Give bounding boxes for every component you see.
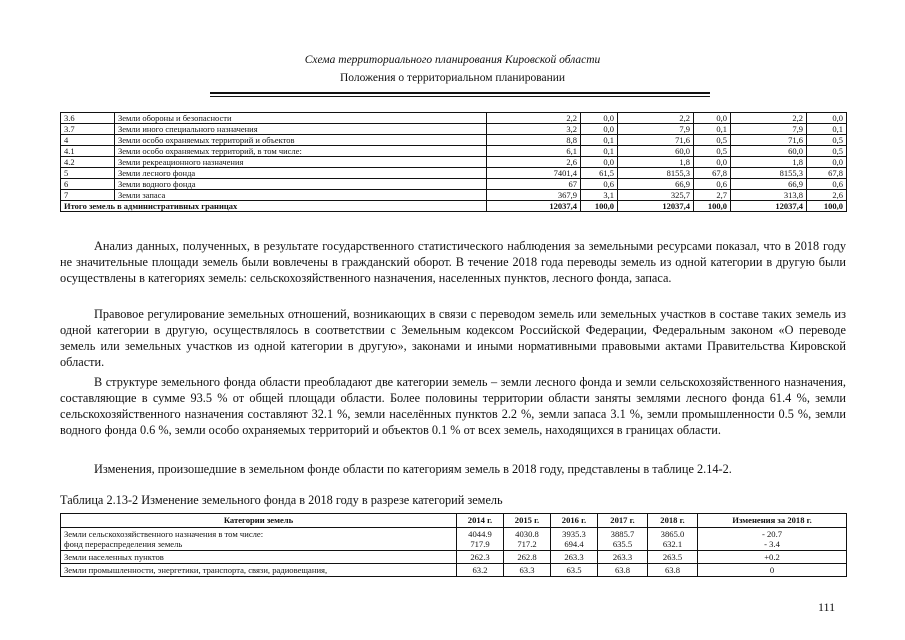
- value: 4044.9: [468, 529, 492, 539]
- paragraph-analysis: Анализ данных, полученных, в результате государственного статистического наблюдения за земельными ресурсами показал, что в 2018 году не значительные площади земель были вовлечены в гражданский оборот. В течение 2018 года переводы земель из одной категории в другую были осуществлены в категориях земель: сельскохозяйственного назначения, населенных пунктов, лесного фонда, запаса.: [60, 239, 846, 285]
- table-header-row: [61, 514, 847, 528]
- cell-share-1: 61,5: [581, 168, 618, 179]
- cell-share-3: 0,0: [807, 157, 847, 168]
- paragraph-legal: Правовое регулирование земельных отношений, возникающих в связи с переводом земель или земельных участков в составе таких земель из одной категории в другую, осуществлялось в соответствии с Земельным кодексом Российской Федерации, Федеральным законом «О переводе земель или земельных участков из одной категории в другую», законами и иными нормативными правовыми актами Правительства Кировской области.: [60, 307, 846, 369]
- cell-area-3: 7,9: [731, 124, 807, 135]
- cell-area-3: 66,9: [731, 179, 807, 190]
- land-fund-change-table: [60, 513, 847, 577]
- table-total-row: [61, 201, 847, 212]
- table-row: [61, 157, 847, 168]
- cell-category: Земли водного фонда: [115, 179, 487, 190]
- table-row: [61, 528, 847, 551]
- header-category: Категории земель: [61, 514, 457, 528]
- paragraph-changes: Изменения, произошедшие в земельном фонде области по категориям земель в 2018 году, представлены в таблице 2.14-2.: [94, 462, 732, 476]
- cell-area-3: 313,8: [731, 190, 807, 201]
- cell-share-1: 3,1: [581, 190, 618, 201]
- document-header-subtitle: Положения о территориальном планировании: [339, 72, 566, 84]
- value: 717.2: [517, 539, 537, 549]
- total-label: Итого земель в административных границах: [61, 201, 487, 212]
- header-change: Изменения за 2018 г.: [698, 514, 847, 528]
- cell-area-1: 3,2: [487, 124, 581, 135]
- table-row: [61, 179, 847, 190]
- cell-2015: 63.3: [504, 564, 551, 577]
- cell-share-2: 0,5: [694, 146, 731, 157]
- cell-category: Земли лесного фонда: [115, 168, 487, 179]
- cell-category: Земли запаса: [115, 190, 487, 201]
- cell-share-3: 0,5: [807, 135, 847, 146]
- table-row: [61, 564, 847, 577]
- cell-share-1: 0,6: [581, 179, 618, 190]
- cell-area-1: 2,2: [487, 113, 581, 124]
- category-redistribution-fund: фонд перераспределения земель: [64, 539, 183, 549]
- page-number: 111: [818, 600, 836, 614]
- cell-area-1: 6,1: [487, 146, 581, 157]
- table-row: [61, 551, 847, 564]
- header-2018: 2018 г.: [648, 514, 698, 528]
- cell-area-1: 367,9: [487, 190, 581, 201]
- cell-share-2: 67,8: [694, 168, 731, 179]
- land-fund-table: [60, 112, 847, 212]
- header-rule-thin: [210, 96, 710, 97]
- cell-share-2: 0,1: [694, 124, 731, 135]
- cell-2017: 63.8: [598, 564, 648, 577]
- cell-code: 4.2: [61, 157, 115, 168]
- cell-share-1: 100,0: [581, 201, 618, 212]
- table-row: [61, 135, 847, 146]
- cell-area-2: 8155,3: [618, 168, 694, 179]
- cell-2018: 63.8: [648, 564, 698, 577]
- cell-share-2: 0,0: [694, 113, 731, 124]
- value: 635.5: [612, 539, 633, 549]
- paragraph-structure: В структуре земельного фонда области преобладают две категории земель – земли лесного фонда и земли сельскохозяйственного назначения, составляющие в сумме 93.5 % от общей площади области. Более половины территории области заняты землями лесного фонда 61.4 %, земли сельскохозяйственного назначения составляют 32.1 %, земли населённых пунктов 2.2 %, земли запаса 3.1 %, земли промышленности 0.5 %, земли водного фонда 0.6 %, земли особо охраняемых территорий и объектов 0.1 % от всех земель, находящихся в границах области.: [60, 375, 846, 437]
- value: 632.1: [662, 539, 683, 549]
- value: - 3.4: [764, 539, 780, 549]
- row-category: Земли населенных пунктов: [61, 551, 457, 564]
- cell-change: [698, 528, 847, 551]
- cell-2018: 263.5: [648, 551, 698, 564]
- cell-share-3: 0,5: [807, 146, 847, 157]
- cell-share-3: 100,0: [807, 201, 847, 212]
- header-rule-thick: [210, 92, 710, 94]
- cell-2017: [598, 528, 648, 551]
- cell-2014: [457, 528, 504, 551]
- cell-share-1: 0,0: [581, 157, 618, 168]
- value: 4030.8: [515, 529, 539, 539]
- cell-category: Земли особо охраняемых территорий, в том числе:: [115, 146, 487, 157]
- cell-share-3: 67,8: [807, 168, 847, 179]
- header-2015: 2015 г.: [504, 514, 551, 528]
- cell-2017: 263.3: [598, 551, 648, 564]
- cell-share-2: 0,0: [694, 157, 731, 168]
- value: 3885.7: [610, 529, 635, 539]
- cell-area-3: 12037,4: [731, 201, 807, 212]
- cell-2016: 63.5: [551, 564, 598, 577]
- header-2014: 2014 г.: [457, 514, 504, 528]
- cell-2018: [648, 528, 698, 551]
- cell-category: Земли рекреационного назначения: [115, 157, 487, 168]
- cell-code: 5: [61, 168, 115, 179]
- cell-share-1: 0,1: [581, 146, 618, 157]
- cell-area-2: 7,9: [618, 124, 694, 135]
- cell-2014: 63.2: [457, 564, 504, 577]
- cell-area-2: 2,2: [618, 113, 694, 124]
- cell-area-3: 71,6: [731, 135, 807, 146]
- cell-share-1: 0,1: [581, 135, 618, 146]
- cell-category: Земли иного специального назначения: [115, 124, 487, 135]
- cell-area-2: 1,8: [618, 157, 694, 168]
- value: 3935.3: [562, 529, 586, 539]
- cell-area-3: 2,2: [731, 113, 807, 124]
- cell-2014: 262.3: [457, 551, 504, 564]
- cell-category: Земли особо охраняемых территорий и объектов: [115, 135, 487, 146]
- cell-area-1: 7401,4: [487, 168, 581, 179]
- cell-area-3: 8155,3: [731, 168, 807, 179]
- category-agricultural: Земли сельскохозяйственного назначения в том числе:: [64, 529, 264, 539]
- value: 3865.0: [660, 529, 685, 539]
- cell-area-3: 1,8: [731, 157, 807, 168]
- table-row: [61, 190, 847, 201]
- cell-code: 4.1: [61, 146, 115, 157]
- cell-2016: 263.3: [551, 551, 598, 564]
- cell-share-3: 0,6: [807, 179, 847, 190]
- row-category: [61, 528, 457, 551]
- cell-code: 4: [61, 135, 115, 146]
- cell-share-1: 0,0: [581, 113, 618, 124]
- cell-2016: [551, 528, 598, 551]
- cell-area-2: 325,7: [618, 190, 694, 201]
- cell-area-2: 71,6: [618, 135, 694, 146]
- table-row: [61, 124, 847, 135]
- document-header-title: Схема территориального планирования Кировской области: [304, 54, 601, 66]
- cell-change: 0: [698, 564, 847, 577]
- row-category: Земли промышленности, энергетики, транспорта, связи, радиовещания,: [61, 564, 457, 577]
- cell-category: Земли обороны и безопасности: [115, 113, 487, 124]
- table-row: [61, 168, 847, 179]
- cell-share-2: 0,5: [694, 135, 731, 146]
- header-2016: 2016 г.: [551, 514, 598, 528]
- cell-share-2: 100,0: [694, 201, 731, 212]
- table-caption: Таблица 2.13-2 Изменение земельного фонда в 2018 году в разрезе категорий земель: [60, 493, 503, 507]
- value: 717.9: [470, 539, 490, 549]
- header-2017: 2017 г.: [598, 514, 648, 528]
- cell-share-3: 0,0: [807, 113, 847, 124]
- cell-area-1: 8,8: [487, 135, 581, 146]
- value: - 20.7: [761, 529, 783, 539]
- cell-area-1: 12037,4: [487, 201, 581, 212]
- cell-code: 3.6: [61, 113, 115, 124]
- cell-area-2: 60,0: [618, 146, 694, 157]
- cell-area-1: 67: [487, 179, 581, 190]
- cell-area-2: 12037,4: [618, 201, 694, 212]
- cell-share-3: 0,1: [807, 124, 847, 135]
- cell-area-2: 66,9: [618, 179, 694, 190]
- cell-code: 7: [61, 190, 115, 201]
- cell-change: +0.2: [698, 551, 847, 564]
- cell-share-2: 0,6: [694, 179, 731, 190]
- cell-share-3: 2,6: [807, 190, 847, 201]
- cell-area-1: 2,6: [487, 157, 581, 168]
- value: 694.4: [564, 539, 584, 549]
- cell-code: 6: [61, 179, 115, 190]
- cell-share-1: 0,0: [581, 124, 618, 135]
- table-row: [61, 113, 847, 124]
- cell-code: 3.7: [61, 124, 115, 135]
- cell-share-2: 2,7: [694, 190, 731, 201]
- cell-2015: 262.8: [504, 551, 551, 564]
- cell-2015: [504, 528, 551, 551]
- cell-area-3: 60,0: [731, 146, 807, 157]
- table-row: [61, 146, 847, 157]
